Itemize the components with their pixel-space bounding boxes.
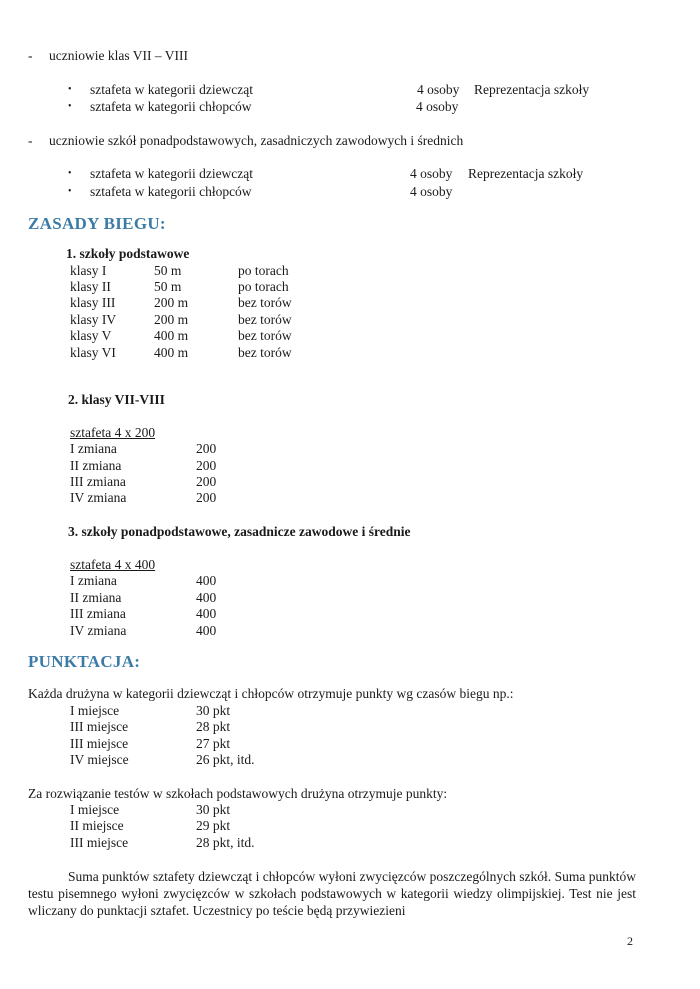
section3-title: 3. szkoły ponadpodstawowe, zasadnicze zawodowe i średnie (68, 524, 411, 539)
place-points: 30 pkt (196, 703, 231, 718)
shift-row-dist: 400 (196, 573, 217, 588)
relay-boys-count: 4 osoby (410, 184, 453, 199)
shift-row-dist: 200 (196, 490, 217, 505)
group-78-dash: - (28, 48, 33, 63)
class-row-dist: 200 m (154, 295, 189, 310)
class-row-cls: klasy VI (70, 345, 116, 360)
class-row-dist: 400 m (154, 328, 189, 343)
class-row-cls: klasy II (70, 279, 111, 294)
shift-row-label: III zmiana (70, 606, 126, 621)
section1-title: 1. szkoły podstawowe (66, 246, 190, 261)
place-points: 28 pkt (196, 719, 231, 734)
place-label: III miejsce (70, 736, 129, 751)
section3-relay: sztafeta 4 x 400 (70, 557, 156, 572)
shift-row-label: I zmiana (70, 573, 117, 588)
place-points: 28 pkt, itd. (196, 835, 255, 850)
class-row-mode: po torach (238, 263, 289, 278)
class-row-dist: 200 m (154, 312, 189, 327)
rules-heading: ZASADY BIEGU: (28, 214, 166, 233)
class-row-dist: 400 m (154, 345, 189, 360)
group-78-label: uczniowie klas VII – VIII (49, 48, 188, 63)
relay-girls-count: 4 osoby (410, 166, 453, 181)
bullet-icon: • (68, 186, 72, 197)
place-label: I miejsce (70, 703, 120, 718)
class-row-mode: bez torów (238, 295, 292, 310)
class-row-cls: klasy I (70, 263, 107, 278)
shift-row-label: IV zmiana (70, 490, 127, 505)
bullet-icon: • (68, 168, 72, 179)
place-points: 26 pkt, itd. (196, 752, 255, 767)
relay-girls-count: 4 osoby (417, 82, 460, 97)
section2-title: 2. klasy VII-VIII (68, 392, 165, 407)
scoring-paragraph-text: Suma punktów sztafety dziewcząt i chłopców wyłoni zwycięzców poszczególnych szkół. Suma punktów testu pisemnego wyłoni zwycięzców w szkołach podstawowych w kategorii wiedzy olimpijskiej. Test nie jest wliczany do punktacji sztafet. Uczestnicy po teście będą przywiezieni (28, 869, 636, 918)
page-number: 2 (627, 934, 633, 948)
place-label: III miejsce (70, 835, 129, 850)
place-label: I miejsce (70, 802, 120, 817)
class-row-mode: bez torów (238, 328, 292, 343)
group-secondary-dash: - (28, 133, 33, 148)
place-points: 27 pkt (196, 736, 231, 751)
relay-boys-label: sztafeta w kategorii chłopców (90, 99, 252, 114)
class-row-cls: klasy III (70, 295, 116, 310)
scoring-intro-2: Za rozwiązanie testów w szkołach podstawowych drużyna otrzymuje punkty: (28, 786, 448, 801)
shift-row-dist: 200 (196, 474, 217, 489)
class-row-mode: bez torów (238, 312, 292, 327)
place-label: II miejsce (70, 818, 124, 833)
shift-row-dist: 200 (196, 458, 217, 473)
place-points: 29 pkt (196, 818, 231, 833)
class-row-cls: klasy IV (70, 312, 117, 327)
scoring-heading: PUNKTACJA: (28, 652, 141, 671)
relay-girls-label: sztafeta w kategorii dziewcząt (90, 166, 254, 181)
scoring-intro-1: Każda drużyna w kategorii dziewcząt i chłopców otrzymuje punkty wg czasów biegu np.: (28, 686, 514, 701)
shift-row-dist: 400 (196, 623, 217, 638)
shift-row-label: IV zmiana (70, 623, 127, 638)
section2-relay: sztafeta 4 x 200 (70, 425, 156, 440)
place-points: 30 pkt (196, 802, 231, 817)
group-secondary-label: uczniowie szkół ponadpodstawowych, zasadniczych zawodowych i średnich (49, 133, 464, 148)
relay-girls-note: Reprezentacja szkoły (468, 166, 584, 181)
bullet-icon: • (68, 84, 72, 95)
shift-row-label: III zmiana (70, 474, 126, 489)
relay-boys-count: 4 osoby (416, 99, 459, 114)
class-row-dist: 50 m (154, 279, 182, 294)
class-row-dist: 50 m (154, 263, 182, 278)
shift-row-label: II zmiana (70, 458, 122, 473)
scoring-paragraph (28, 868, 636, 919)
relay-boys-label: sztafeta w kategorii chłopców (90, 184, 252, 199)
class-row-mode: po torach (238, 279, 289, 294)
shift-row-dist: 200 (196, 441, 217, 456)
shift-row-dist: 400 (196, 590, 217, 605)
relay-girls-note: Reprezentacja szkoły (474, 82, 590, 97)
relay-girls-label: sztafeta w kategorii dziewcząt (90, 82, 254, 97)
place-label: IV miejsce (70, 752, 129, 767)
shift-row-label: I zmiana (70, 441, 117, 456)
class-row-mode: bez torów (238, 345, 292, 360)
class-row-cls: klasy V (70, 328, 112, 343)
place-label: III miejsce (70, 719, 129, 734)
bullet-icon: • (68, 101, 72, 112)
shift-row-label: II zmiana (70, 590, 122, 605)
shift-row-dist: 400 (196, 606, 217, 621)
